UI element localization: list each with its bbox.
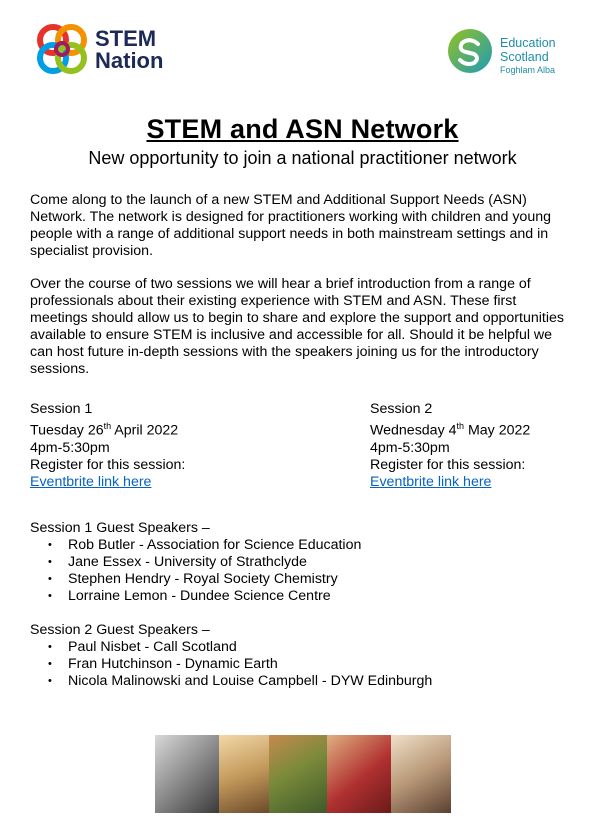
edu-logo-line2: Scotland: [500, 50, 549, 64]
list-item: • Paul Nisbet - Call Scotland: [48, 639, 432, 656]
session-1-name: Session 1: [30, 401, 93, 417]
edu-logo-line3: Foghlam Alba: [500, 65, 556, 75]
session-1-date: Tuesday 26th April 2022: [30, 421, 179, 439]
photo-boy-reaching: [269, 735, 327, 813]
session-2-date: Wednesday 4th May 2022: [370, 421, 531, 439]
list-item: • Nicola Malinowski and Louise Campbell - DYW Edinburgh: [48, 673, 432, 690]
photo-teacher-child: [391, 735, 451, 813]
photo-child-bubbles: [219, 735, 269, 813]
list-item: • Stephen Hendry - Royal Society Chemistry: [48, 571, 361, 588]
session-2-name: Session 2: [370, 401, 433, 417]
stem-logo-line2: Nation: [95, 48, 164, 73]
list-item: • Fran Hutchinson - Dynamic Earth: [48, 656, 432, 673]
session-1-speakers-list: [48, 537, 361, 605]
stem-logo-line1: STEM: [95, 26, 157, 51]
education-scotland-emblem-icon: [447, 28, 493, 74]
list-item: • Jane Essex - University of Strathclyde: [48, 554, 361, 571]
session-1-time: 4pm-5:30pm: [30, 439, 110, 456]
session-2-eventbrite-link[interactable]: Eventbrite link here: [370, 473, 492, 490]
education-scotland-wordmark: [500, 36, 556, 76]
session-1-eventbrite-link[interactable]: Eventbrite link here: [30, 473, 152, 490]
edu-logo-line1: Education: [500, 36, 556, 50]
session-2-block: [370, 401, 530, 491]
photo-girl-red-top: [327, 735, 391, 813]
session-2-speakers-list: [48, 639, 432, 690]
session-1-register-label: Register for this session:: [30, 456, 186, 473]
session-1-speakers-heading: Session 1 Guest Speakers –: [30, 520, 210, 536]
session-2-speakers-heading: Session 2 Guest Speakers –: [30, 622, 210, 638]
list-item: • Lorraine Lemon - Dundee Science Centre: [48, 588, 361, 605]
details-paragraph: Over the course of two sessions we will hear a brief introduction from a range of professionals about their existing experience with STEM and ASN. These first meetings should allow us to begin to share and explore the support and opportunities available to ensure STEM is inclusive and accessible for all. Should it be helpful we can host future in-depth sessions with the speakers joining us for the introductory sessions.: [30, 276, 564, 377]
list-item: • Rob Butler - Association for Science Education: [48, 537, 361, 554]
session-1-block: [30, 401, 185, 491]
session-2-time: 4pm-5:30pm: [370, 439, 450, 456]
page-subtitle: New opportunity to join a national practitioner network: [88, 148, 517, 168]
photo-child-experiment: [155, 735, 219, 813]
session-2-register-label: Register for this session:: [370, 456, 526, 473]
photo-strip: [155, 735, 451, 813]
page-title: STEM and ASN Network: [146, 114, 459, 144]
stem-nation-emblem-icon: [33, 22, 93, 82]
intro-paragraph: Come along to the launch of a new STEM and Additional Support Needs (ASN) Network. The network is designed for practitioners working with children and young people with a range of additional support needs in both mainstream settings and in specialist provision.: [30, 192, 551, 259]
stem-nation-wordmark: [95, 28, 163, 72]
